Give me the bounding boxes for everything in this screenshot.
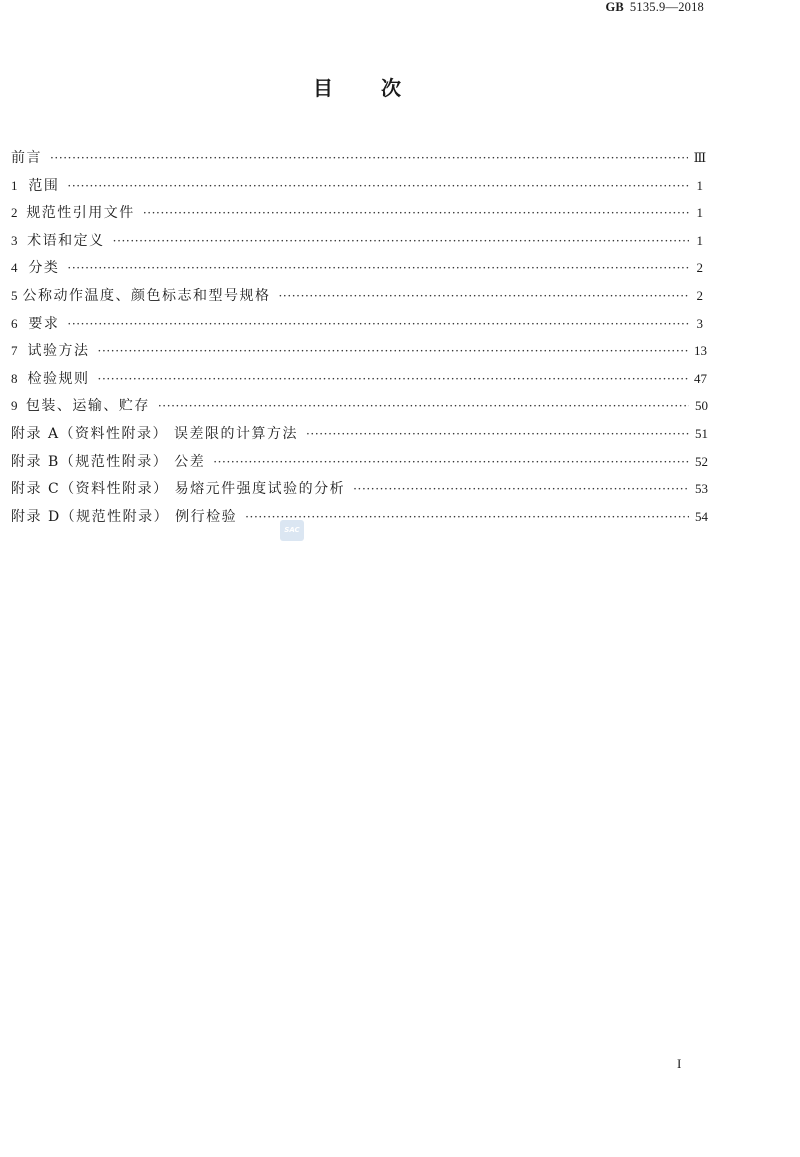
toc-page-number: 54 <box>695 508 708 524</box>
toc-page-number: 51 <box>695 425 708 441</box>
toc-page-number: 53 <box>695 481 708 497</box>
toc-leader-dots <box>50 146 688 170</box>
toc-label: 附录 B（规范性附录） 公差 <box>11 453 206 470</box>
toc-leader-dots <box>67 174 689 198</box>
toc-entry-requirements[interactable] <box>11 312 703 340</box>
toc-leader-dots <box>213 450 689 474</box>
toc-label: 范围 <box>28 177 60 194</box>
toc-section-number: 4 <box>11 260 18 276</box>
toc-leader-dots <box>67 256 689 280</box>
toc-label: 前言 <box>11 150 42 166</box>
toc-page-number: 50 <box>694 398 708 414</box>
toc-page-number: 1 <box>696 177 703 193</box>
toc-section-number: 3 <box>11 232 18 248</box>
toc-page-number: 1 <box>696 205 703 221</box>
toc-section-number: 2 <box>11 205 18 221</box>
toc-section-number: 7 <box>11 343 18 359</box>
toc-page-number: 2 <box>696 260 703 276</box>
toc-section-number: 9 <box>11 398 18 414</box>
toc-entry-scope[interactable] <box>11 174 703 202</box>
toc-page-number: 1 <box>696 232 703 248</box>
toc-leader-dots <box>158 394 689 418</box>
toc-entry-annex-a[interactable] <box>11 422 708 450</box>
toc-entry-foreword[interactable] <box>11 146 707 174</box>
toc-leader-dots <box>353 477 689 501</box>
toc-leader-dots <box>279 284 690 308</box>
toc-leader-dots <box>98 367 688 391</box>
toc-leader-dots <box>306 422 689 446</box>
page-title: 目次 <box>313 76 449 100</box>
page-number: I <box>677 1056 682 1071</box>
toc-entry-test-methods[interactable] <box>11 339 708 367</box>
toc-leader-dots <box>98 339 688 363</box>
toc-label: 附录 C（资料性附录） 易熔元件强度试验的分析 <box>11 481 346 498</box>
toc-label: 术语和定义 <box>27 232 105 249</box>
toc-leader-dots <box>143 201 689 225</box>
toc-section-number: 6 <box>11 315 18 331</box>
toc-entry-terms-definitions[interactable] <box>11 229 703 257</box>
table-of-contents <box>11 146 708 532</box>
toc-entry-inspection-rules[interactable] <box>11 367 708 395</box>
toc-label: 要求 <box>28 315 60 332</box>
toc-label: 试验方法 <box>27 343 90 360</box>
toc-entry-normative-references[interactable] <box>11 201 703 229</box>
toc-page-number: Ⅲ <box>693 150 707 165</box>
toc-label: 分类 <box>28 260 60 277</box>
toc-label: 包装、运输、贮存 <box>25 398 150 415</box>
standard-number: 5135.9—2018 <box>629 0 704 14</box>
toc-entry-annex-d[interactable] <box>11 505 708 533</box>
toc-entry-classification[interactable] <box>11 256 703 284</box>
toc-entry-annex-c[interactable] <box>11 477 708 505</box>
toc-section-number: 8 <box>11 370 18 386</box>
standard-header <box>605 0 704 14</box>
sac-watermark-logo: SAC <box>280 520 304 541</box>
toc-page-number: 52 <box>695 453 708 469</box>
toc-page-number: 13 <box>694 343 708 359</box>
toc-label: 规范性引用文件 <box>26 205 135 222</box>
toc-leader-dots <box>67 312 689 336</box>
toc-label: 检验规则 <box>27 370 90 387</box>
toc-leader-dots <box>245 505 689 529</box>
toc-section-number: 5 <box>11 287 18 303</box>
toc-entry-annex-b[interactable] <box>11 450 708 478</box>
toc-page-number: 2 <box>696 287 703 303</box>
toc-section-number: 1 <box>11 177 18 193</box>
standard-prefix: GB <box>605 0 624 14</box>
toc-entry-packaging-transport-storage[interactable] <box>11 394 708 422</box>
toc-label: 公称动作温度、颜色标志和型号规格 <box>22 287 271 304</box>
toc-page-number: 47 <box>694 370 708 386</box>
toc-entry-nominal-temperature[interactable] <box>11 284 703 312</box>
toc-leader-dots <box>113 229 689 253</box>
toc-label: 附录 A（资料性附录） 误差限的计算方法 <box>11 425 299 442</box>
toc-page-number: 3 <box>696 315 703 331</box>
toc-label: 附录 D（规范性附录） 例行检验 <box>11 508 238 525</box>
